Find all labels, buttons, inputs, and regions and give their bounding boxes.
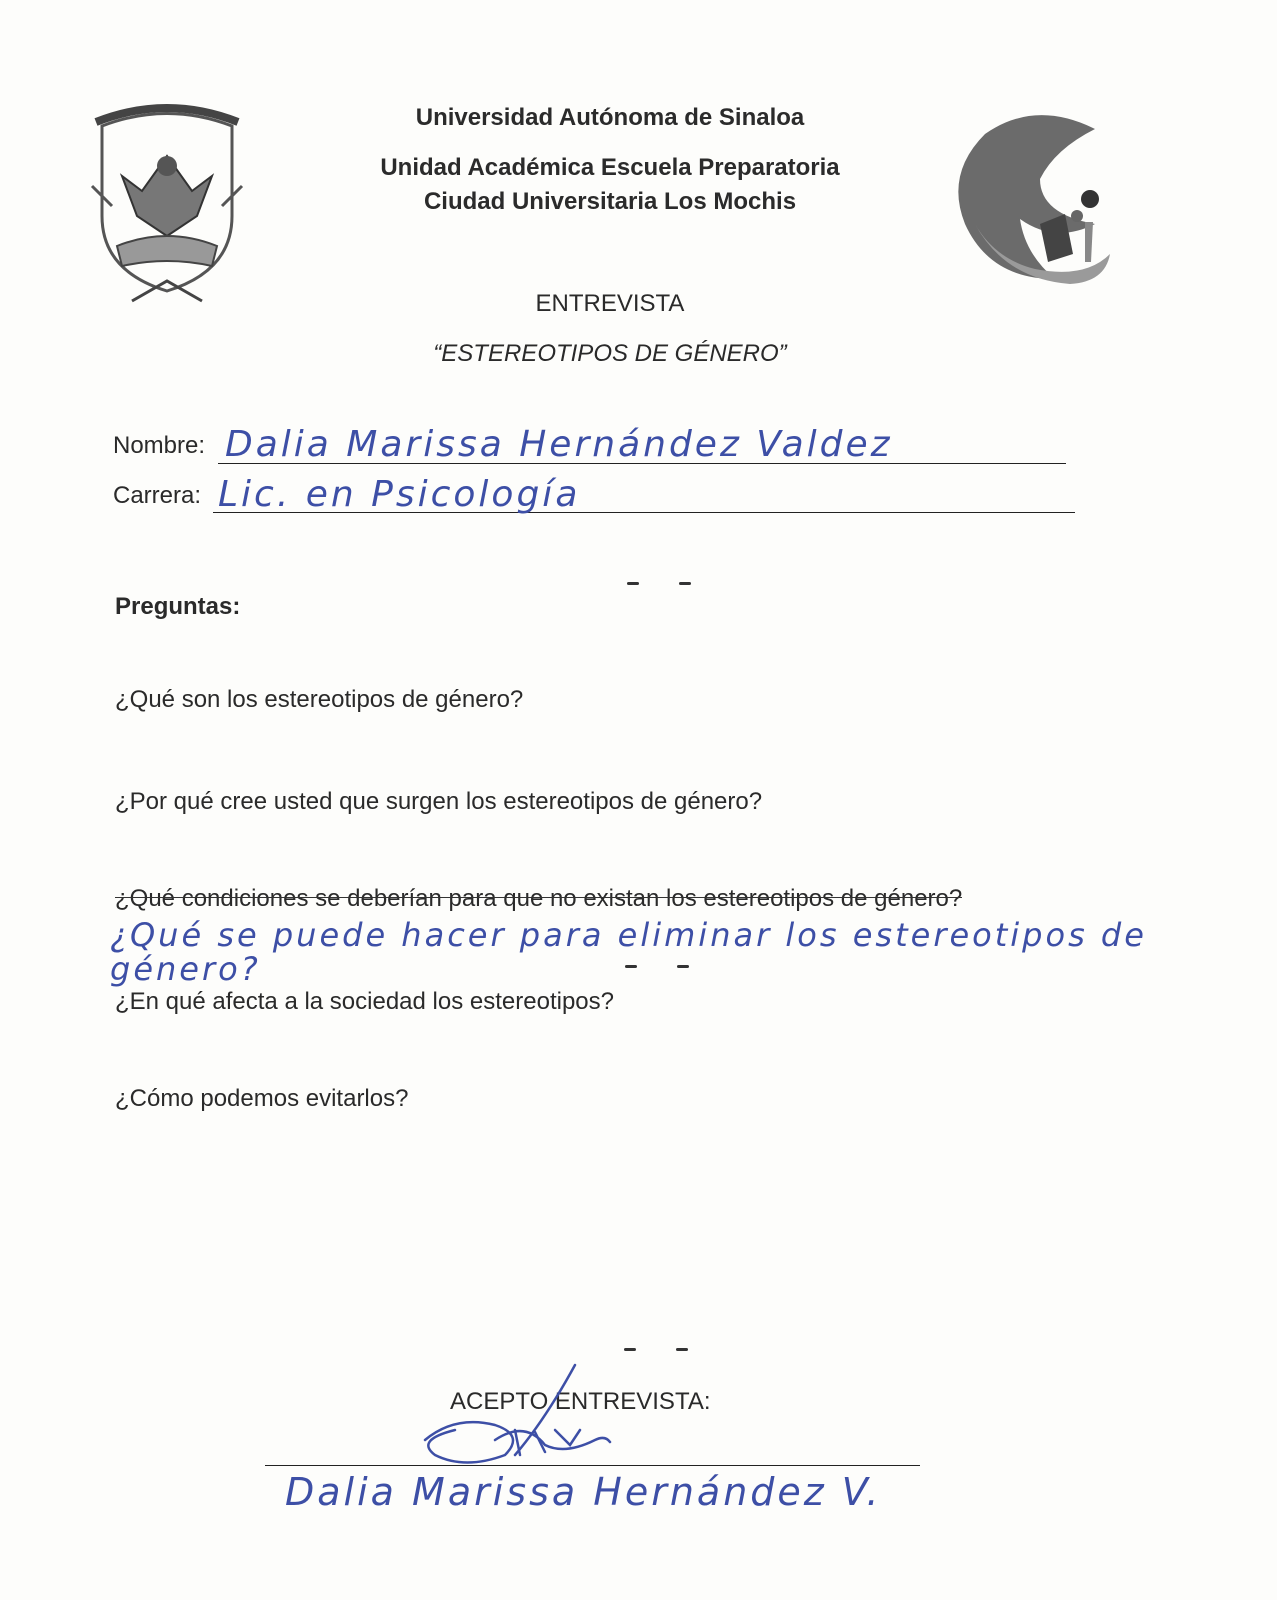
questions-heading: Preguntas: <box>115 593 241 620</box>
scan-mark <box>627 582 639 585</box>
handwritten-signature <box>395 1360 625 1470</box>
scan-mark <box>625 965 637 968</box>
question-4: ¿En qué afecta a la sociedad los estereotipos? <box>115 988 614 1015</box>
document-type-title: ENTREVISTA <box>535 290 685 317</box>
university-name: Universidad Autónoma de Sinaloa <box>415 104 805 131</box>
academic-unit-line2: Ciudad Universitaria Los Mochis <box>423 188 797 215</box>
academic-unit-line1: Unidad Académica Escuela Preparatoria <box>380 154 840 181</box>
strikethrough-line <box>115 897 962 898</box>
acceptance-label: ACEPTO ENTREVISTA: <box>450 1388 711 1415</box>
nombre-label: Nombre: <box>113 432 206 459</box>
scan-mark <box>679 582 691 585</box>
signature-line <box>265 1465 920 1466</box>
question-5: ¿Cómo podemos evitarlos? <box>115 1085 409 1112</box>
scan-mark <box>624 1348 636 1351</box>
question-2: ¿Por qué cree usted que surgen los estereotipos de género? <box>115 788 763 815</box>
carrera-handwritten-value: Lic. en Psicología <box>218 474 581 515</box>
question-3-original-text: ¿Qué condiciones se deberían para que no existan los estereotipos de género? <box>115 885 963 912</box>
document-subtitle: “ESTEREOTIPOS DE GÉNERO” <box>433 340 787 367</box>
signer-handwritten-name: Dalia Marissa Hernández V. <box>285 1470 882 1514</box>
question-1: ¿Qué son los estereotipos de género? <box>115 686 524 713</box>
nombre-handwritten-value: Dalia Marissa Hernández Valdez <box>225 424 893 465</box>
question-3-struck <box>115 885 962 913</box>
scan-mark <box>677 965 689 968</box>
carrera-label: Carrera: <box>113 482 202 509</box>
scan-mark <box>676 1348 688 1351</box>
question-3-handwritten-replacement: ¿Qué se puede hacer para eliminar los estereotipos de género? <box>110 916 1147 988</box>
